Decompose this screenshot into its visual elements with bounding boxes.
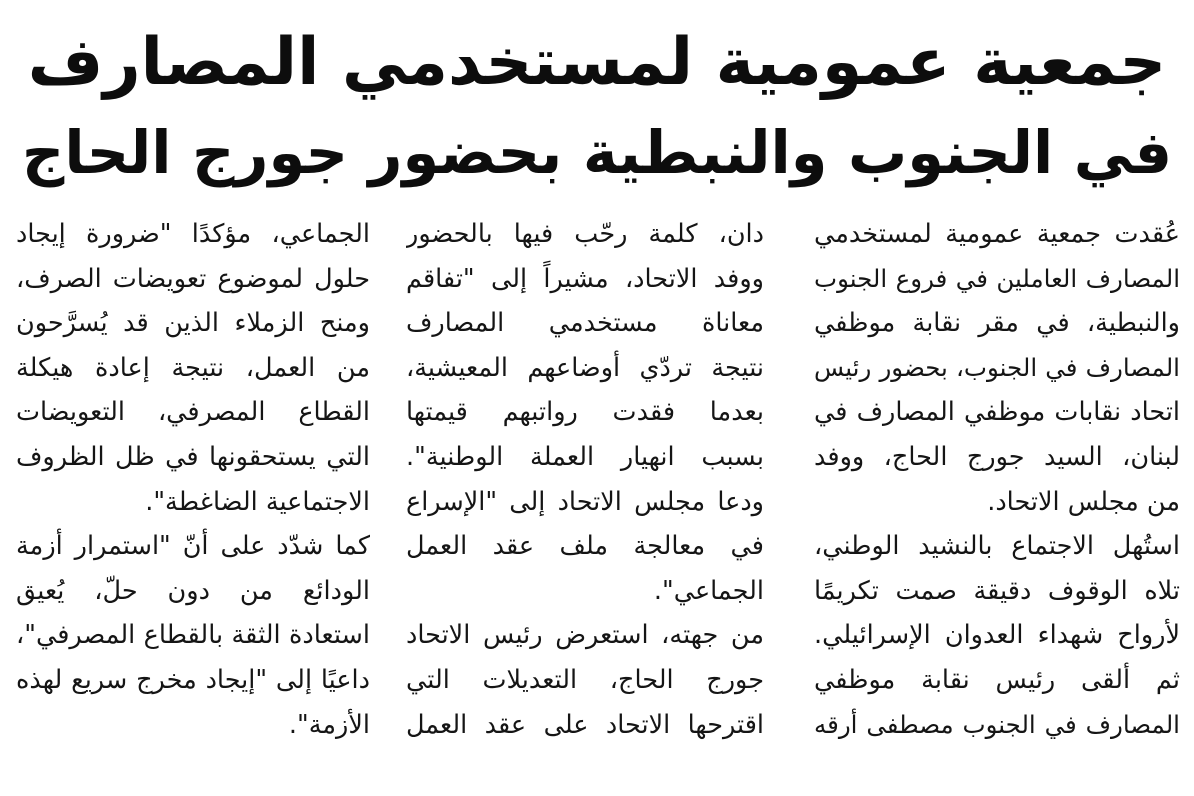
text-line: والنبطية، في مقر نقابة موظفي [814, 308, 1180, 339]
text-line: ثم ألقى رئيس نقابة موظفي [814, 664, 1180, 695]
text-line: الجماعي". [653, 575, 764, 606]
text-line: بعدما فقدت رواتبهم قيمتها [406, 397, 764, 428]
text-line: اقترحها الاتحاد على عقد العمل [406, 709, 764, 740]
text-line: حلول لموضوع تعويضات الصرف، [16, 263, 370, 294]
text-line: لبنان، السيد جورج الحاج، ووفد [814, 441, 1180, 472]
text-line: من مجلس الاتحاد. [987, 486, 1180, 517]
text-line: عُقدت جمعية عمومية لمستخدمي [814, 219, 1180, 249]
article-column-3 [16, 212, 370, 782]
text-line: نتيجة تردّي أوضاعهم المعيشية، [406, 352, 764, 383]
text-line: الأزمة". [288, 709, 370, 740]
text-line: ومنح الزملاء الذين قد يُسرَّحون [16, 308, 370, 339]
text-line: لأرواح شهداء العدوان الإسرائيلي. [814, 620, 1180, 651]
text-line: استُهل الاجتماع بالنشيد الوطني، [814, 531, 1180, 562]
headline-line-2: في الجنوب والنبطية بحضور جورج الحاج [21, 118, 1173, 187]
text-line: تلاه الوقوف دقيقة صمت تكريمًا [814, 575, 1180, 606]
text-line: دان، كلمة رحّب فيها بالحضور [406, 219, 764, 249]
text-line: داعيًا إلى "إيجاد مخرج سريع لهذه [16, 664, 370, 695]
article-column-2 [406, 212, 764, 782]
text-line: التي يستحقونها في ظل الظروف [16, 441, 370, 472]
text-line: معاناة مستخدمي المصارف [406, 308, 764, 339]
text-line: القطاع المصرفي، التعويضات [16, 397, 370, 428]
text-line: المصارف في الجنوب مصطفى أرقه [814, 709, 1180, 739]
headline-line-1: جمعية عمومية لمستخدمي المصارف [27, 25, 1167, 100]
text-line: من جهته، استعرض رئيس الاتحاد [406, 620, 764, 651]
text-line: من العمل، نتيجة إعادة هيكلة [16, 352, 370, 383]
article-column-1 [814, 212, 1180, 782]
text-line: الودائع من دون حلّ، يُعيق [16, 575, 370, 606]
text-line: اتحاد نقابات موظفي المصارف في [814, 397, 1180, 428]
text-line: استعادة الثقة بالقطاع المصرفي"، [16, 620, 370, 651]
article-headline [20, 18, 1174, 198]
text-line: جورج الحاج، التعديلات التي [406, 664, 764, 695]
text-line: المصارف العاملين في فروع الجنوب [814, 263, 1180, 293]
text-line: كما شدّد على أنّ "استمرار أزمة [16, 531, 370, 562]
text-line: بسبب انهيار العملة الوطنية". [406, 441, 764, 472]
text-line: ووفد الاتحاد، مشيراً إلى "تفاقم [406, 263, 764, 294]
text-line: المصارف في الجنوب، بحضور رئيس [814, 352, 1180, 382]
text-line: ودعا مجلس الاتحاد إلى "الإسراع [406, 486, 764, 517]
text-line: الاجتماعية الضاغطة". [145, 486, 370, 517]
text-line: الجماعي، مؤكدًا "ضرورة إيجاد [16, 219, 370, 249]
text-line: في معالجة ملف عقد العمل [406, 531, 764, 562]
